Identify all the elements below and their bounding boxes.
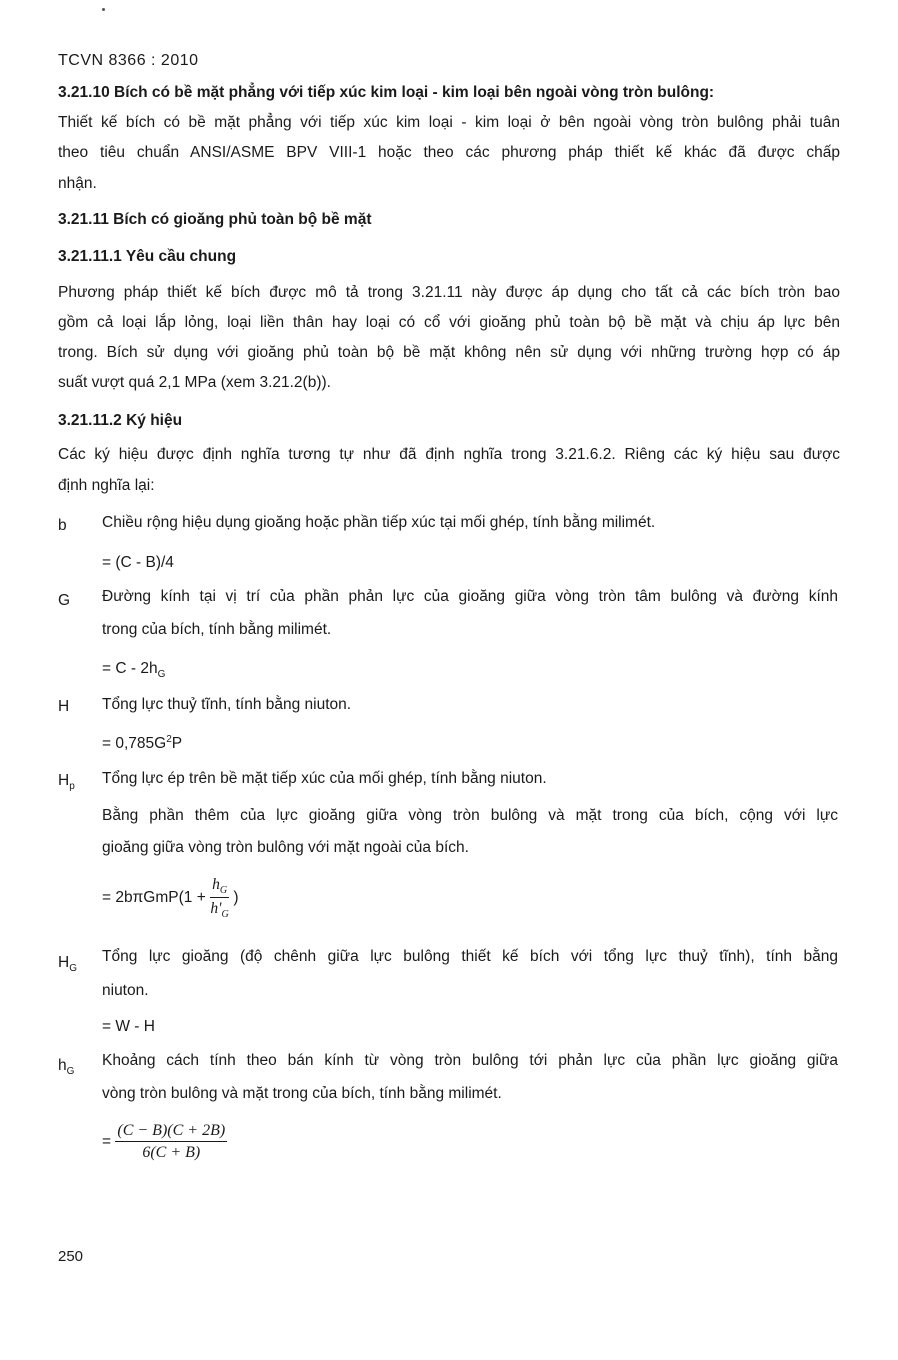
- equation-G-subscript: G: [157, 669, 166, 681]
- equation-H-superscript: 2: [166, 734, 172, 745]
- section-3-21-11-title: 3.21.11 Bích có gioăng phủ toàn bộ bề mặt: [58, 211, 372, 228]
- definition-HG-line-2: niuton.: [102, 982, 149, 999]
- equation-hG: [102, 1122, 227, 1162]
- equation-Hp-denominator-sub: G: [221, 909, 229, 921]
- equation-Hp-denominator: h': [210, 900, 222, 918]
- symbol-hG-subscript: G: [66, 1066, 75, 1078]
- symbol-Hp: [58, 772, 75, 792]
- section-3-21-11-2-line-1: Các ký hiệu được định nghĩa tương tự như đã định nghĩa trong 3.21.6.2. Riêng các ký hiệu sau được: [58, 446, 840, 463]
- symbol-hG-main: h: [58, 1057, 67, 1074]
- equation-Hp-main: = 2bπGmP(1 +: [102, 889, 206, 907]
- definition-Hp: Tổng lực ép trên bề mặt tiếp xúc của mối ghép, tính bằng niuton.: [102, 770, 547, 787]
- equation-b: = (C - B)/4: [102, 554, 174, 571]
- equation-hG-equals: =: [102, 1133, 112, 1150]
- definition-hG-line-1: Khoảng cách tính theo bán kính từ vòng tròn bulông tới phản lực của phần lực gioăng giữa: [102, 1052, 838, 1069]
- section-3-21-10-title: 3.21.10 Bích có bề mặt phẳng với tiếp xúc kim loại - kim loại bên ngoài vòng tròn bulông:: [58, 84, 715, 101]
- symbol-HG-subscript: G: [69, 963, 77, 975]
- equation-Hp-close: ): [233, 889, 239, 907]
- symbol-b: b: [58, 517, 67, 534]
- equation-hG-numerator: (C − B)(C + 2B): [115, 1122, 227, 1142]
- definition-H: Tổng lực thuỷ tĩnh, tính bằng niuton.: [102, 696, 352, 713]
- section-3-21-11-2-title: 3.21.11.2 Ký hiệu: [58, 412, 183, 429]
- symbol-hG: [58, 1057, 74, 1077]
- symbol-H: H: [58, 698, 70, 715]
- definition-Hp-line-1: Bằng phần thêm của lực gioăng giữa vòng tròn bulông và mặt trong của bích, cộng với lực: [102, 807, 838, 824]
- symbol-G: G: [58, 592, 71, 609]
- standard-header: TCVN 8366 : 2010: [58, 52, 199, 69]
- symbol-HG: [58, 954, 77, 974]
- section-3-21-10-line-1: Thiết kế bích có bề mặt phẳng với tiếp xúc kim loại - kim loại ở bên ngoài vòng tròn bulông phải tuân: [58, 114, 840, 131]
- equation-H: [102, 734, 182, 753]
- section-3-21-11-1-line-4: suất vượt quá 2,1 MPa (xem 3.21.2(b)).: [58, 374, 331, 391]
- section-3-21-11-2-line-2: định nghĩa lại:: [58, 477, 155, 494]
- equation-HG: = W - H: [102, 1018, 155, 1035]
- symbol-Hp-main: H: [58, 772, 70, 789]
- equation-hG-fraction: [115, 1122, 227, 1162]
- equation-Hp-numerator-sub: G: [219, 885, 228, 897]
- equation-H-tail: P: [171, 735, 183, 753]
- page-number: 250: [58, 1248, 84, 1265]
- definition-G-line-2: trong của bích, tính bằng milimét.: [102, 621, 332, 638]
- symbol-Hp-subscript: p: [69, 781, 75, 793]
- section-3-21-11-1-line-1: Phương pháp thiết kế bích được mô tả trong 3.21.11 này được áp dụng cho tất cả các bích tròn bao: [58, 284, 840, 301]
- equation-H-main: = 0,785G: [102, 735, 167, 753]
- equation-G: [102, 660, 165, 680]
- section-3-21-11-1-title: 3.21.11.1 Yêu cầu chung: [58, 248, 237, 265]
- scan-speck: [102, 8, 105, 11]
- symbol-HG-main: H: [58, 954, 70, 971]
- definition-G-line-1: Đường kính tại vị trí của phần phản lực của gioăng giữa vòng tròn tâm bulông và đường kính: [102, 588, 838, 605]
- equation-G-main: = C - 2h: [102, 660, 158, 677]
- definition-b: Chiều rộng hiệu dụng gioăng hoặc phần tiếp xúc tại mối ghép, tính bằng milimét.: [102, 514, 656, 531]
- section-3-21-11-1-line-3: trong. Bích sử dụng với gioăng phủ toàn bộ bề mặt không nên sử dụng với những trường hợp có áp: [58, 344, 840, 361]
- equation-hG-denominator: 6(C + B): [142, 1144, 201, 1161]
- section-3-21-11-1-line-2: gồm cả loại lắp lỏng, loại liền thân hay loại có cổ với gioăng phủ toàn bộ bề mặt và chịu áp lực bên: [58, 314, 840, 331]
- section-3-21-10-line-2: theo tiêu chuẩn ANSI/ASME BPV VIII-1 hoặc theo các phương pháp thiết kế khác đã được chấp: [58, 144, 840, 161]
- equation-Hp-fraction: [210, 876, 229, 920]
- equation-Hp: [102, 876, 239, 920]
- definition-HG-line-1: Tổng lực gioăng (độ chênh giữa lực bulông thiết kế bích với tổng lực thuỷ tĩnh), tính bằng: [102, 948, 838, 965]
- equation-Hp-numerator: h: [212, 876, 220, 893]
- section-3-21-10-line-3: nhận.: [58, 175, 97, 192]
- definition-Hp-line-2: gioăng giữa vòng tròn bulông với mặt ngoài của bích.: [102, 839, 469, 856]
- definition-hG-line-2: vòng tròn bulông và mặt trong của bích, tính bằng milimét.: [102, 1085, 502, 1102]
